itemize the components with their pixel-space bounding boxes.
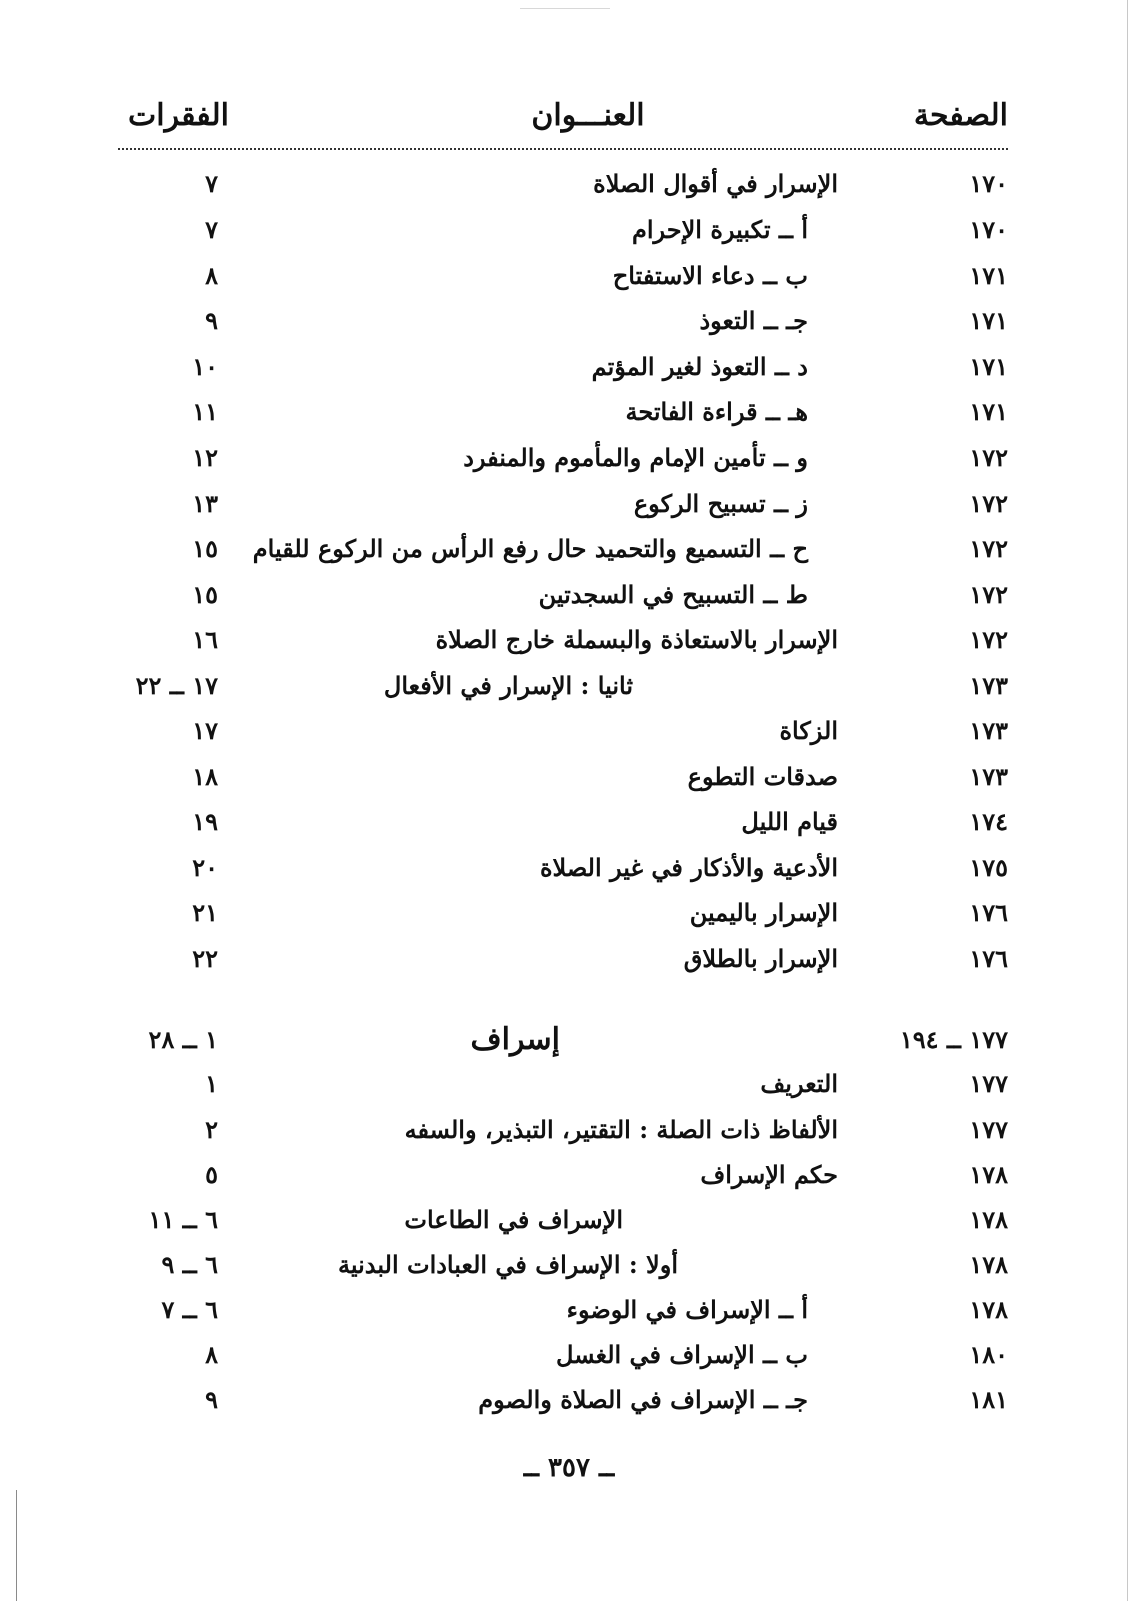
row-title: الإسرار في أقوال الصلاة — [593, 169, 838, 198]
row-paragraphs: ١٨ — [192, 762, 218, 791]
table-row — [118, 392, 1008, 432]
row-title: أ ــ تكبيرة الإحرام — [632, 215, 808, 244]
row-paragraphs: ٨ — [205, 1340, 218, 1369]
table-row — [118, 301, 1008, 341]
section-title: إسراف — [470, 1022, 560, 1057]
row-title: أولا : الإسراف في العبادات البدنية — [338, 1250, 678, 1279]
table-row — [118, 1380, 1008, 1420]
row-paragraphs: ٦ ــ ٧ — [161, 1295, 218, 1324]
row-page: ١٧٢ — [969, 534, 1008, 563]
row-page: ١٧٠ — [969, 169, 1008, 198]
table-row — [118, 484, 1008, 524]
row-page: ١٧٢ — [969, 625, 1008, 654]
row-page: ١٧٤ — [969, 807, 1008, 836]
row-paragraphs: ١ — [205, 1069, 218, 1098]
row-title: الإسرار بالطلاق — [683, 944, 838, 973]
row-title: الإسرار باليمين — [689, 898, 838, 927]
row-title: الألفاظ ذات الصلة : التقتير، التبذير، والسفه — [404, 1115, 838, 1144]
row-paragraphs: ١٥ — [192, 580, 218, 609]
row-paragraphs: ٢٠ — [192, 853, 218, 882]
row-title: ثانيا : الإسرار في الأفعال — [383, 671, 633, 700]
header-page-label: الصفحة — [913, 98, 1008, 133]
table-row — [118, 438, 1008, 478]
table-row — [118, 1064, 1008, 1104]
row-title: ب ــ دعاء الاستفتاح — [612, 261, 808, 290]
scan-edge-right — [1127, 0, 1128, 1601]
row-page: ١٨١ — [969, 1385, 1008, 1414]
row-paragraphs: ٧ — [205, 215, 218, 244]
row-paragraphs: ١٢ — [192, 443, 218, 472]
table-row — [118, 939, 1008, 979]
row-page: ١٧٣ — [969, 762, 1008, 791]
row-page: ١٧٧ — [969, 1069, 1008, 1098]
header-title-label: العنـــوان — [531, 98, 645, 133]
row-page: ١٧٨ — [969, 1160, 1008, 1189]
row-page: ١٧٢ — [969, 443, 1008, 472]
row-paragraphs: ١١ — [192, 397, 218, 426]
row-page: ١٧٨ — [969, 1295, 1008, 1324]
row-paragraphs: ١٥ — [192, 534, 218, 563]
row-title: ز ــ تسبيح الركوع — [633, 489, 808, 518]
row-title: الزكاة — [779, 716, 838, 745]
row-page: ١٧٠ — [969, 215, 1008, 244]
row-page: ١٧٥ — [969, 853, 1008, 882]
row-paragraphs: ٨ — [205, 261, 218, 290]
row-page: ١٧٣ — [969, 671, 1008, 700]
row-title: و ــ تأمين الإمام والمأموم والمنفرد — [463, 443, 808, 472]
table-row — [118, 802, 1008, 842]
row-title: هـ ــ قراءة الفاتحة — [625, 397, 808, 426]
row-title: الإسراف في الطاعات — [404, 1205, 623, 1234]
row-title: ب ــ الإسراف في الغسل — [556, 1340, 808, 1369]
row-paragraphs: ٥ — [205, 1160, 218, 1189]
table-row — [118, 1110, 1008, 1150]
row-title: حكم الإسراف — [700, 1160, 838, 1189]
scan-edge-top — [520, 8, 610, 9]
row-title: الإسرار بالاستعاذة والبسملة خارج الصلاة — [435, 625, 838, 654]
table-row — [118, 620, 1008, 660]
table-row — [118, 529, 1008, 569]
row-paragraphs: ١٦ — [192, 625, 218, 654]
header-dotted-rule — [118, 148, 1008, 150]
row-page: ١٧١ — [969, 397, 1008, 426]
table-row — [118, 1335, 1008, 1375]
row-page: ١٧٢ — [969, 580, 1008, 609]
row-paragraphs: ٩ — [205, 306, 218, 335]
row-page: ١٧٦ — [969, 944, 1008, 973]
table-row — [118, 848, 1008, 888]
page-number: ــ ٣٥٧ ــ — [523, 1453, 615, 1483]
row-paragraphs: ١٧ — [192, 716, 218, 745]
table-row — [118, 1290, 1008, 1330]
row-paragraphs: ١ ــ ٢٨ — [148, 1025, 218, 1054]
row-paragraphs: ١٠ — [192, 352, 218, 381]
row-paragraphs: ٩ — [205, 1385, 218, 1414]
section-row — [118, 1020, 1008, 1060]
row-page: ١٧٨ — [969, 1250, 1008, 1279]
table-row — [118, 711, 1008, 751]
row-title: التعريف — [760, 1069, 838, 1098]
row-paragraphs: ١٩ — [192, 807, 218, 836]
row-paragraphs: ٧ — [205, 169, 218, 198]
table-row — [118, 666, 1008, 706]
row-page: ١٧٧ — [969, 1115, 1008, 1144]
row-paragraphs: ١٧ ــ ٢٢ — [135, 671, 218, 700]
row-title: قيام الليل — [741, 807, 838, 836]
row-page: ١٧١ — [969, 352, 1008, 381]
row-paragraphs: ٢ — [205, 1115, 218, 1144]
row-title: صدقات التطوع — [687, 762, 838, 791]
row-paragraphs: ٦ ــ ٩ — [161, 1250, 218, 1279]
row-paragraphs: ٦ ــ ١١ — [148, 1205, 218, 1234]
table-row — [118, 757, 1008, 797]
table-header — [118, 92, 1008, 142]
row-page: ١٧٨ — [969, 1205, 1008, 1234]
row-page: ١٨٠ — [969, 1340, 1008, 1369]
row-title: جـ ــ الإسراف في الصلاة والصوم — [478, 1385, 808, 1414]
row-page: ١٧٦ — [969, 898, 1008, 927]
header-paragraphs-label: الفقرات — [128, 98, 229, 133]
row-paragraphs: ٢٢ — [192, 944, 218, 973]
row-page: ١٧٧ ــ ١٩٤ — [899, 1025, 1008, 1054]
row-page: ١٧٢ — [969, 489, 1008, 518]
scan-edge-left — [16, 1490, 17, 1601]
table-row — [118, 210, 1008, 250]
row-title: د ــ التعوذ لغير المؤتم — [591, 352, 808, 381]
row-page: ١٧١ — [969, 261, 1008, 290]
row-title: ح ــ التسميع والتحميد حال رفع الرأس من الركوع للقيام — [252, 534, 808, 563]
table-row — [118, 893, 1008, 933]
row-paragraphs: ١٣ — [192, 489, 218, 518]
table-row — [118, 347, 1008, 387]
row-page: ١٧٣ — [969, 716, 1008, 745]
row-title: ط ــ التسبيح في السجدتين — [538, 580, 808, 609]
table-row — [118, 1155, 1008, 1195]
table-row — [118, 1245, 1008, 1285]
table-row — [118, 575, 1008, 615]
row-page: ١٧١ — [969, 306, 1008, 335]
row-title: جـ ــ التعوذ — [699, 306, 808, 335]
row-title: أ ــ الإسراف في الوضوء — [566, 1295, 808, 1324]
row-title: الأدعية والأذكار في غير الصلاة — [539, 853, 838, 882]
row-paragraphs: ٢١ — [192, 898, 218, 927]
table-row — [118, 164, 1008, 204]
table-row — [118, 256, 1008, 296]
table-row — [118, 1200, 1008, 1240]
